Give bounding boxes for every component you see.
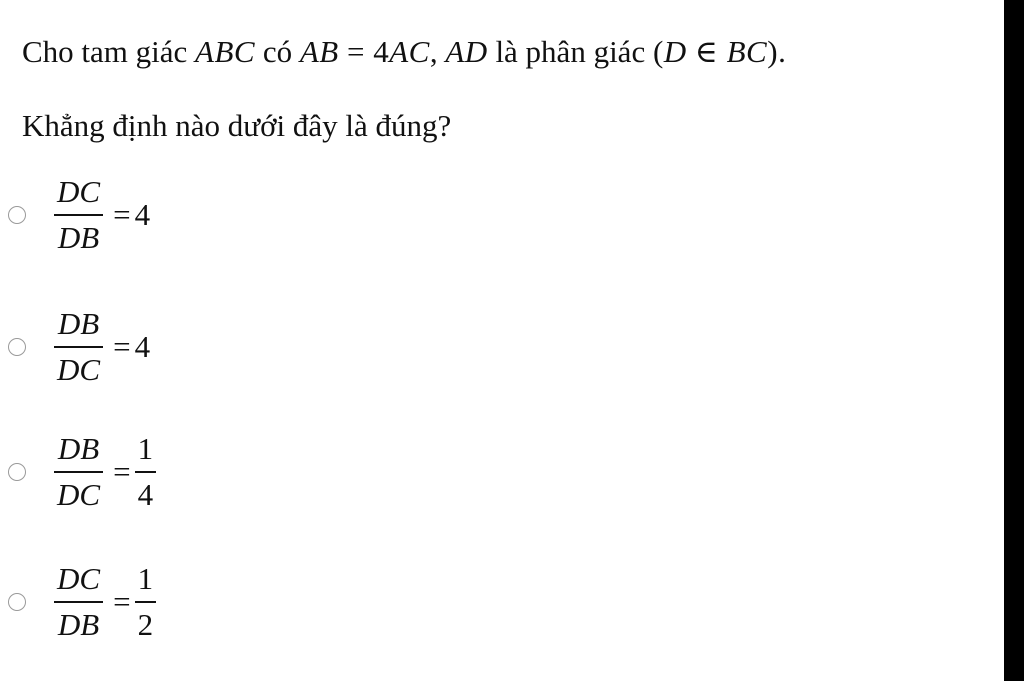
- option-c-denominator: DC: [57, 477, 101, 512]
- option-c-value-denominator: 4: [137, 477, 154, 512]
- fraction-bar: [54, 214, 103, 216]
- option-d-value-denominator: 2: [137, 607, 154, 642]
- option-b-equals: =: [113, 329, 131, 364]
- q-text-5: .: [778, 34, 786, 69]
- option-a[interactable]: [8, 160, 150, 270]
- q-text-2: có: [255, 34, 300, 69]
- option-c-value-fraction: [135, 430, 157, 514]
- fraction-bar: [135, 471, 157, 473]
- option-c-numerator: DB: [57, 431, 100, 466]
- radio-button-a[interactable]: [8, 206, 26, 224]
- option-b-numerator: DB: [57, 306, 100, 341]
- radio-button-c[interactable]: [8, 463, 26, 481]
- fraction-bar: [54, 346, 103, 348]
- radio-button-b[interactable]: [8, 338, 26, 356]
- option-a-equals: =: [113, 197, 131, 232]
- question-text: [22, 30, 1002, 148]
- option-b-fraction: [54, 305, 103, 389]
- option-c-expression: [54, 430, 162, 514]
- fraction-bar: [135, 601, 157, 603]
- right-edge-bar: [1004, 0, 1024, 681]
- option-d-expression: [54, 560, 162, 644]
- option-b-value: 4: [134, 329, 151, 364]
- option-a-fraction: [54, 173, 103, 257]
- q-math-in: ∈: [686, 34, 727, 69]
- q-math-d-in-bc: [653, 34, 778, 69]
- fraction-bar: [54, 471, 103, 473]
- option-b[interactable]: [8, 292, 150, 402]
- q-math-bc: BC: [726, 34, 768, 69]
- option-c-fraction: [54, 430, 103, 514]
- q-math-paren-open: (: [652, 34, 664, 69]
- q-math-ab: AB: [299, 34, 339, 69]
- option-d[interactable]: [8, 547, 162, 657]
- fraction-bar: [54, 601, 103, 603]
- q-math-ab-eq-4ac: [300, 34, 430, 69]
- option-d-fraction: [54, 560, 103, 644]
- q-math-ad: AD: [445, 34, 488, 69]
- q-math-4: 4: [373, 34, 390, 69]
- question-line-1: [22, 30, 1002, 74]
- q-math-paren-close: ): [767, 34, 779, 69]
- option-b-denominator: DC: [57, 352, 101, 387]
- option-a-expression: [54, 173, 150, 257]
- q-text-1: Cho tam giác: [22, 34, 196, 69]
- option-c-value-numerator: 1: [137, 431, 154, 466]
- q-text-4: là phân giác: [487, 34, 653, 69]
- option-d-value-fraction: [135, 560, 157, 644]
- option-c-equals: =: [113, 454, 131, 489]
- option-a-numerator: DC: [57, 174, 101, 209]
- q-math-abc: ABC: [195, 34, 256, 69]
- q-math-eq: =: [338, 34, 374, 69]
- radio-button-d[interactable]: [8, 593, 26, 611]
- q-math-ac: AC: [389, 34, 430, 69]
- q-math-d: D: [663, 34, 687, 69]
- option-a-denominator: DB: [57, 220, 100, 255]
- question-line-2: Khẳng định nào dưới đây là đúng?: [22, 108, 452, 143]
- option-c[interactable]: [8, 417, 162, 527]
- q-text-3: ,: [429, 34, 446, 69]
- option-d-denominator: DB: [57, 607, 100, 642]
- option-d-value-numerator: 1: [137, 561, 154, 596]
- option-d-equals: =: [113, 584, 131, 619]
- option-a-value: 4: [134, 197, 151, 232]
- option-d-numerator: DC: [57, 561, 101, 596]
- option-b-expression: [54, 305, 150, 389]
